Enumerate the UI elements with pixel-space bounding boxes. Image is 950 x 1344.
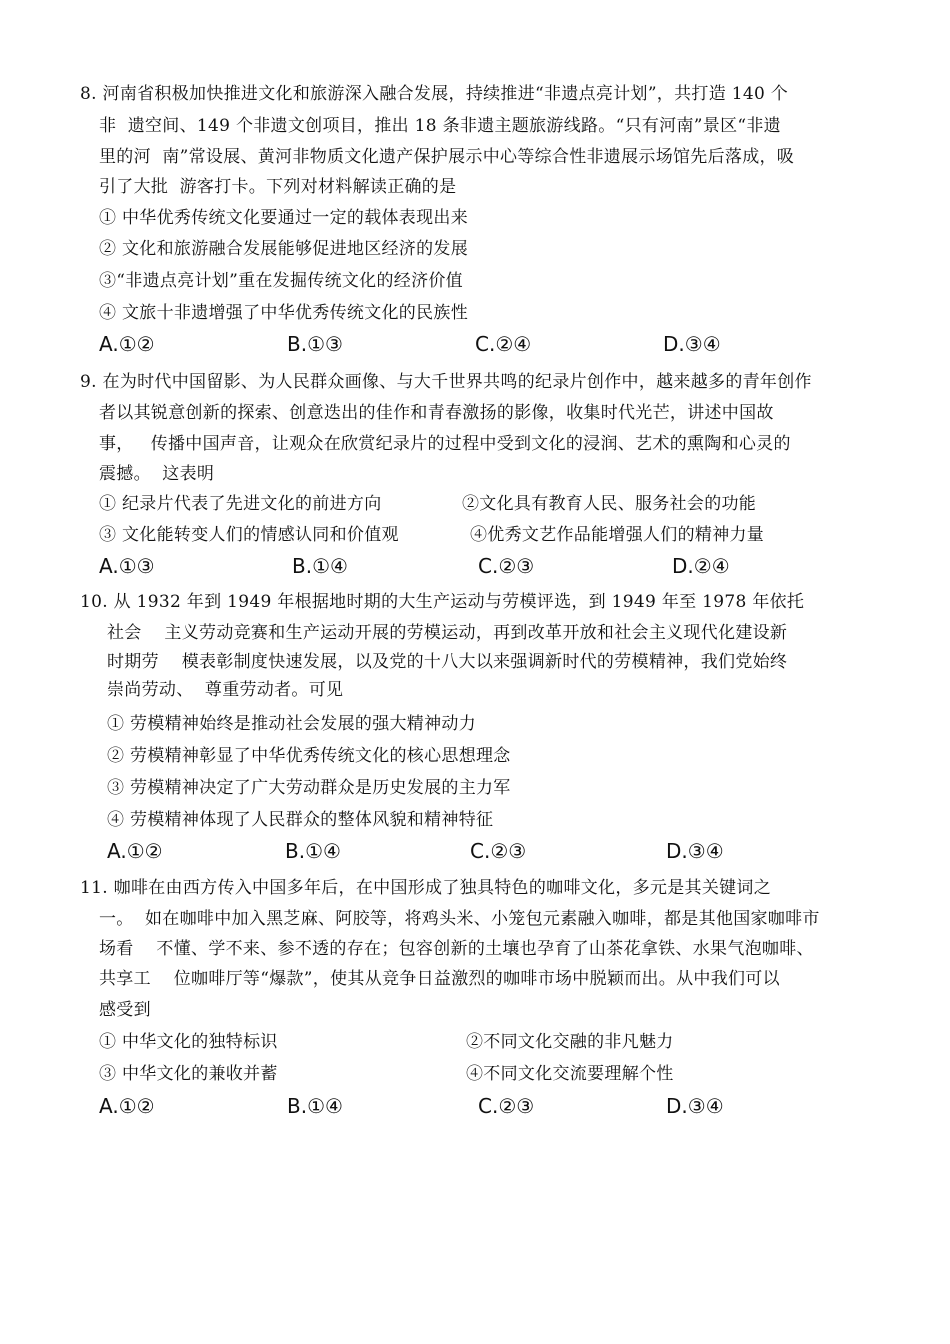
question-10-statement: ① 劳模精神始终是推动社会发展的强大精神动力	[107, 714, 477, 734]
question-8-stem-line: 里的河 南”常设展、黄河非物质文化遗产保护展示中心等综合性非遗展示场馆先后落成，吸	[99, 147, 795, 167]
question-11-option-b[interactable]: B.①④	[287, 1094, 343, 1118]
question-8-stem-line: 8. 河南省积极加快推进文化和旅游深入融合发展，持续推进“非遗点亮计划”，共打造 140 个	[80, 84, 789, 104]
question-10-statement: ③ 劳模精神决定了广大劳动群众是历史发展的主力军	[107, 778, 511, 798]
question-11-option-a[interactable]: A.①②	[99, 1094, 155, 1118]
question-11-stem-line: 11. 咖啡在由西方传入中国多年后，在中国形成了独具特色的咖啡文化，多元是其关键词之	[80, 878, 772, 898]
question-8-option-a[interactable]: A.①②	[99, 332, 155, 356]
question-9-option-c[interactable]: C.②③	[478, 554, 535, 578]
question-8-option-c[interactable]: C.②④	[475, 332, 532, 356]
question-10-statement: ④ 劳模精神体现了人民群众的整体风貌和精神特征	[107, 810, 494, 830]
question-9-stem-line: 震撼。 这表明	[99, 464, 215, 484]
question-8-statement: ③“非遗点亮计划”重在发掘传统文化的经济价值	[99, 271, 463, 291]
question-11-statement: ④不同文化交流要理解个性	[466, 1064, 674, 1084]
question-11-option-d[interactable]: D.③④	[666, 1094, 724, 1118]
question-10-stem-line: 崇尚劳动、 尊重劳动者。可见	[107, 680, 344, 700]
question-9-statement: ②文化具有教育人民、服务社会的功能	[462, 494, 757, 514]
question-10-option-d[interactable]: D.③④	[666, 839, 724, 863]
question-11-option-c[interactable]: C.②③	[478, 1094, 535, 1118]
question-9-option-b[interactable]: B.①④	[292, 554, 348, 578]
question-11-stem-line: 共享工 位咖啡厅等“爆款”，使其从竞争日益激烈的咖啡市场中脱颖而出。从中我们可以	[99, 969, 780, 989]
question-9-statement: ③ 文化能转变人们的情感认同和价值观	[99, 525, 399, 545]
question-10-statement: ② 劳模精神彰显了中华优秀传统文化的核心思想理念	[107, 746, 511, 766]
question-8-option-b[interactable]: B.①③	[287, 332, 343, 356]
question-8-statement: ① 中华优秀传统文化要通过一定的载体表现出来	[99, 208, 469, 228]
question-8-statement: ④ 文旅十非遗增强了中华优秀传统文化的民族性	[99, 303, 469, 323]
question-8-stem-line: 引了大批 游客打卡。下列对材料解读正确的是	[99, 177, 457, 197]
question-9-option-d[interactable]: D.②④	[672, 554, 730, 578]
question-11-stem-line: 感受到	[99, 1000, 151, 1020]
question-8-stem-line: 非 遗空间、149 个非遗文创项目，推出 18 条非遗主题旅游线路。“只有河南”景区“非遗	[99, 116, 781, 136]
question-9-stem-line: 事， 传播中国声音，让观众在欣赏纪录片的过程中受到文化的浸润、艺术的熏陶和心灵的	[99, 434, 791, 454]
question-11-stem-line: 场看 不懂、学不来、参不透的存在；包容创新的土壤也孕育了山茶花拿铁、水果气泡咖啡、	[99, 939, 814, 959]
question-11-statement: ②不同文化交融的非凡魅力	[466, 1032, 674, 1052]
question-9-statement: ① 纪录片代表了先进文化的前进方向	[99, 494, 382, 514]
question-10-option-a[interactable]: A.①②	[107, 839, 163, 863]
question-10-stem-line: 10. 从 1932 年到 1949 年根据地时期的大生产运动与劳模评选，到 1949 年至 1978 年依托	[80, 592, 805, 612]
question-9-statement: ④优秀文艺作品能增强人们的精神力量	[470, 525, 765, 545]
question-8-statement: ② 文化和旅游融合发展能够促进地区经济的发展	[99, 239, 469, 259]
question-8-option-d[interactable]: D.③④	[663, 332, 721, 356]
question-9-stem-line: 9. 在为时代中国留影、为人民群众画像、与大千世界共鸣的纪录片创作中，越来越多的青年创作	[80, 372, 812, 392]
question-11-statement: ③ 中华文化的兼收并蓄	[99, 1064, 278, 1084]
question-10-stem-line: 时期劳 模表彰制度快速发展，以及党的十八大以来强调新时代的劳模精神，我们党始终	[107, 652, 788, 672]
question-11-stem-line: 一。 如在咖啡中加入黑芝麻、阿胶等，将鸡头米、小笼包元素融入咖啡，都是其他国家咖啡市	[99, 909, 820, 929]
question-9-option-a[interactable]: A.①③	[99, 554, 155, 578]
question-10-option-b[interactable]: B.①④	[285, 839, 341, 863]
question-9-stem-line: 者以其锐意创新的探索、创意迭出的佳作和青春激扬的影像，收集时代光芒，讲述中国故	[99, 403, 774, 423]
question-10-option-c[interactable]: C.②③	[470, 839, 527, 863]
question-10-stem-line: 社会 主义劳动竞赛和生产运动开展的劳模运动，再到改革开放和社会主义现代化建设新	[107, 623, 788, 643]
question-11-statement: ① 中华文化的独特标识	[99, 1032, 278, 1052]
